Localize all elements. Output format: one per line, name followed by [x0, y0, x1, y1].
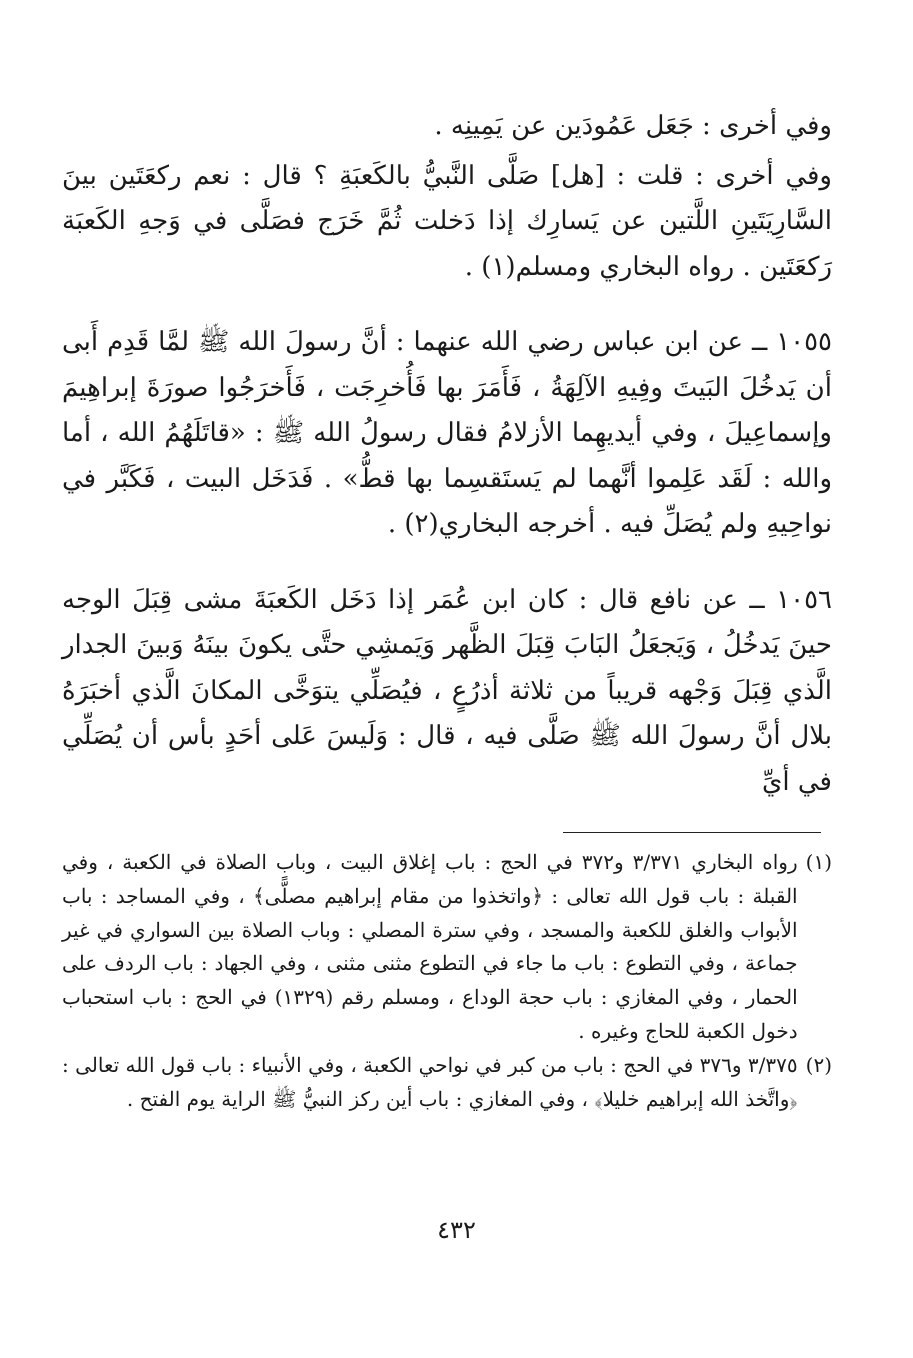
footnote-number: (٢) — [805, 1052, 832, 1077]
hadith-1056: ١٠٥٦ ــ عن نافع قال : كان ابن عُمَر إذا دَخَل الكَعبَةَ مشى قِبَلَ الوجه حينَ يَدخُلُ ، وَيَجعَلُ البَابَ قِبَلَ الظَّهر وَيَمشِي حتَّى يكونَ بينَهُ وَبينَ الجدار الَّذي قِبَلَ وَجْهه قريباً من ثلاثة أذرُعٍ ، فيُصَلِّي يتوَخَّى المكانَ الَّذي أخبَرَهُ بلال أنَّ رسولَ الله ﷺ صَلَّى فيه ، قال : وَلَيسَ عَلى أحَدٍ بأس أن يُصَلِّي في أيِّ — [62, 584, 832, 797]
footnote-1 — [62, 846, 832, 1049]
footnote-separator — [563, 832, 821, 833]
footnote-text: رواه البخاري ٣/٣٧١ و٣٧٢ في الحج : باب إغلاق البيت ، وباب الصلاة في الكعبة ، وفي القبلة : باب قول الله تعالى : ﴿واتخذوا من مقام إبراهيم مصلًّى﴾ ، وفي المساجد : باب الأبواب والغلق للكعبة والمسجد ، وفي سترة المصلي : وباب الصلاة بين السواري في غير جماعة ، وفي التطوع : باب ما جاء في التطوع مثنى مثنى ، وفي الجهاد : باب الردف على الحمار ، وفي المغازي : باب حجة الوداع ، ومسلم رقم (١٣٢٩) في الحج : باب استحباب دخول الكعبة للحاج وغيره . — [62, 850, 798, 1043]
spacer — [62, 290, 832, 320]
hadith-1055: ١٠٥٥ ــ عن ابن عباس رضي الله عنهما : أنَّ رسولَ الله ﷺ لمَّا قَدِم أَبى أن يَدخُلَ البَيتَ وفِيهِ الآلِهَةُ ، فَأَمَرَ بها فَأُخرِجَت ، فَأَخرَجُوا صورَةَ إبراهِيمَ وإسماعِيلَ ، وفي أيديهِما الأزلامُ فقال رسولُ الله ﷺ : «قاتَلَهُمُ الله ، أما والله : لَقَد عَلِموا أنَّهما لم يَستَقسِما بها قطُّ» . فَدَخَل البيت ، فَكَبَّر في نواحِيهِ ولم يُصَلِّ فيه . أخرجه البخاري(٢) . — [62, 327, 832, 539]
footnote-number: (١) — [805, 850, 832, 874]
paragraph-other-narration-1: وفي أخرى : جَعَل عَمُودَين عن يَمِينِه . — [434, 111, 832, 141]
footnote-2 — [62, 1049, 832, 1117]
spacer — [62, 548, 832, 578]
paragraph-other-narration-2: وفي أخرى : قلت : [هل] صَلَّى النَّبيُّ بالكَعبَةِ ؟ قال : نعم ركعَتَين بينَ السَّارِيَتَينِ اللَّتين عن يَسارِك إذا دَخلت ثُمَّ خَرَج فصَلَّى في وَجهِ الكَعبَة رَكعَتَين . رواه البخاري ومسلم(١) . — [62, 160, 832, 282]
footnotes — [62, 846, 832, 1116]
footnote-text: ٣/٣٧٥ و٣٧٦ في الحج : باب من كبر في نواحي الكعبة ، وفي الأنبياء : باب قول الله تعالى : ﴿واتَّخذ الله إبراهيم خليلا﴾ ، وفي المغازي : باب أين ركز النبيُّ ﷺ الراية يوم الفتح . — [62, 1052, 798, 1111]
page-number: ٤٣٢ — [437, 1216, 476, 1244]
main-text — [62, 104, 832, 805]
